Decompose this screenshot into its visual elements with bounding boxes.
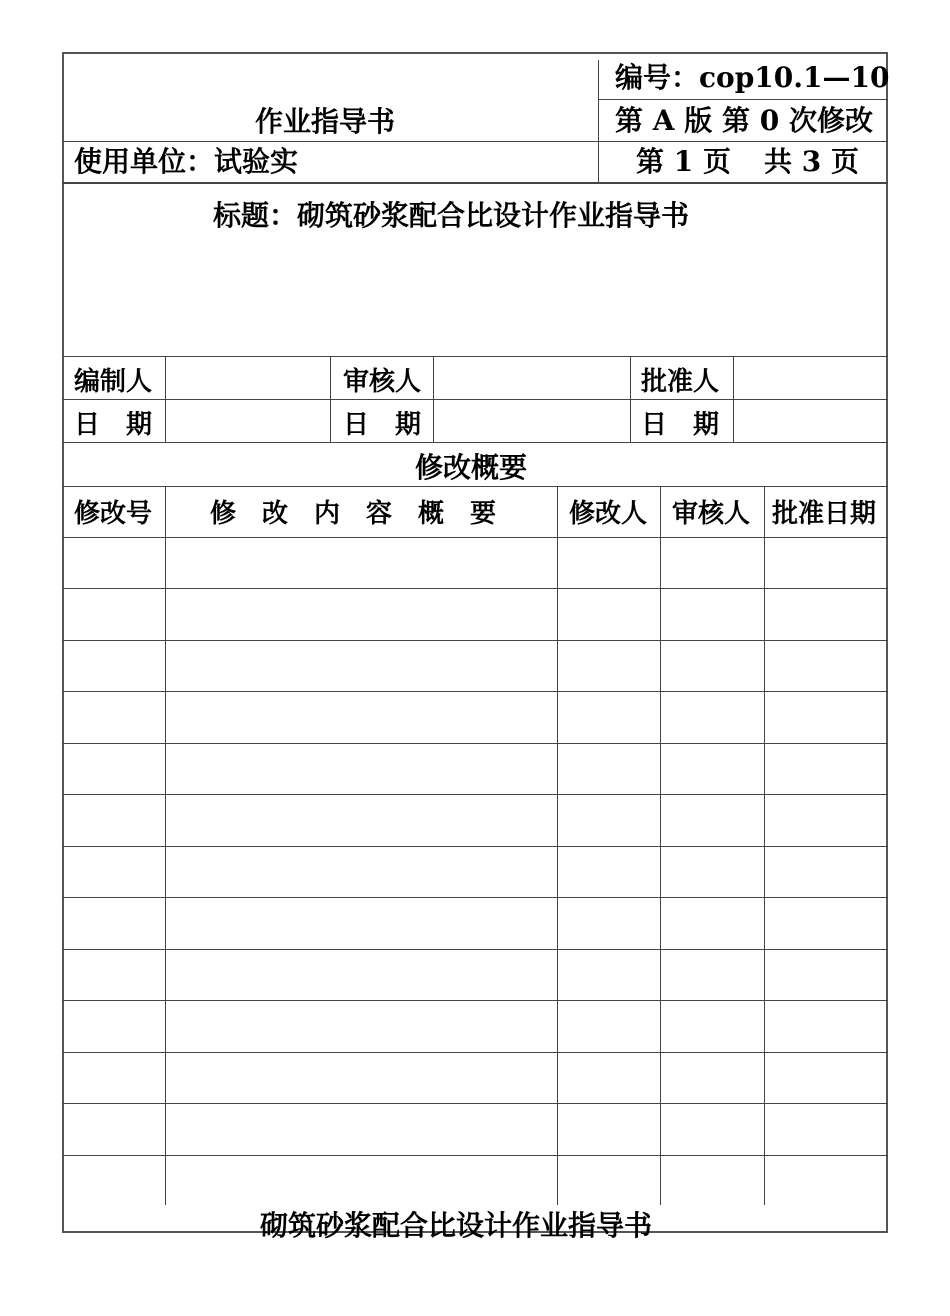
approval-col-5 [733, 356, 734, 442]
column-header-content: 修 改 内 容 概 要 [210, 499, 497, 529]
document-title: 标题：砌筑砂浆配合比设计作业指导书 [213, 199, 690, 232]
header-rule-bottom [62, 182, 888, 184]
reviewer-label: 审核人 [343, 367, 422, 397]
approval-col-1 [165, 356, 166, 442]
footer-title: 砌筑砂浆配合比设计作业指导书 [260, 1209, 653, 1242]
header-divider [598, 60, 599, 183]
column-header-reviewer: 审核人 [672, 499, 751, 529]
table-column-divider [165, 486, 166, 1205]
table-column-divider [764, 486, 765, 1205]
approval-rule-bottom [62, 442, 888, 443]
approval-rule-top [62, 356, 888, 357]
using-unit: 使用单位：试验实 [74, 145, 299, 178]
header-rule-mid [598, 99, 888, 100]
compile-date-label: 日 期 [74, 410, 153, 440]
approval-rule-mid [62, 399, 888, 400]
page-total: 共 3 页 [764, 145, 859, 178]
column-header-modifier: 修改人 [569, 499, 648, 529]
approval-col-2 [330, 356, 331, 442]
approve-date-label: 日 期 [641, 410, 720, 440]
approval-col-3 [433, 356, 434, 442]
approver-label: 批准人 [641, 367, 720, 397]
revision-info: 第 A 版 第 0 次修改 [615, 104, 873, 137]
page-current: 第 1 页 [636, 145, 731, 178]
document-number: 编号：cop10.1—10 [615, 61, 890, 94]
doc-type-label: 作业指导书 [255, 105, 396, 138]
header-rule-lower [62, 141, 888, 142]
column-header-revision-no: 修改号 [74, 499, 153, 529]
table-column-divider [557, 486, 558, 1205]
review-date-label: 日 期 [343, 410, 422, 440]
table-column-divider [660, 486, 661, 1205]
approval-col-4 [630, 356, 631, 442]
compiler-label: 编制人 [74, 367, 153, 397]
column-header-approval-date: 批准日期 [772, 499, 877, 529]
revision-summary-heading: 修改概要 [415, 451, 528, 484]
